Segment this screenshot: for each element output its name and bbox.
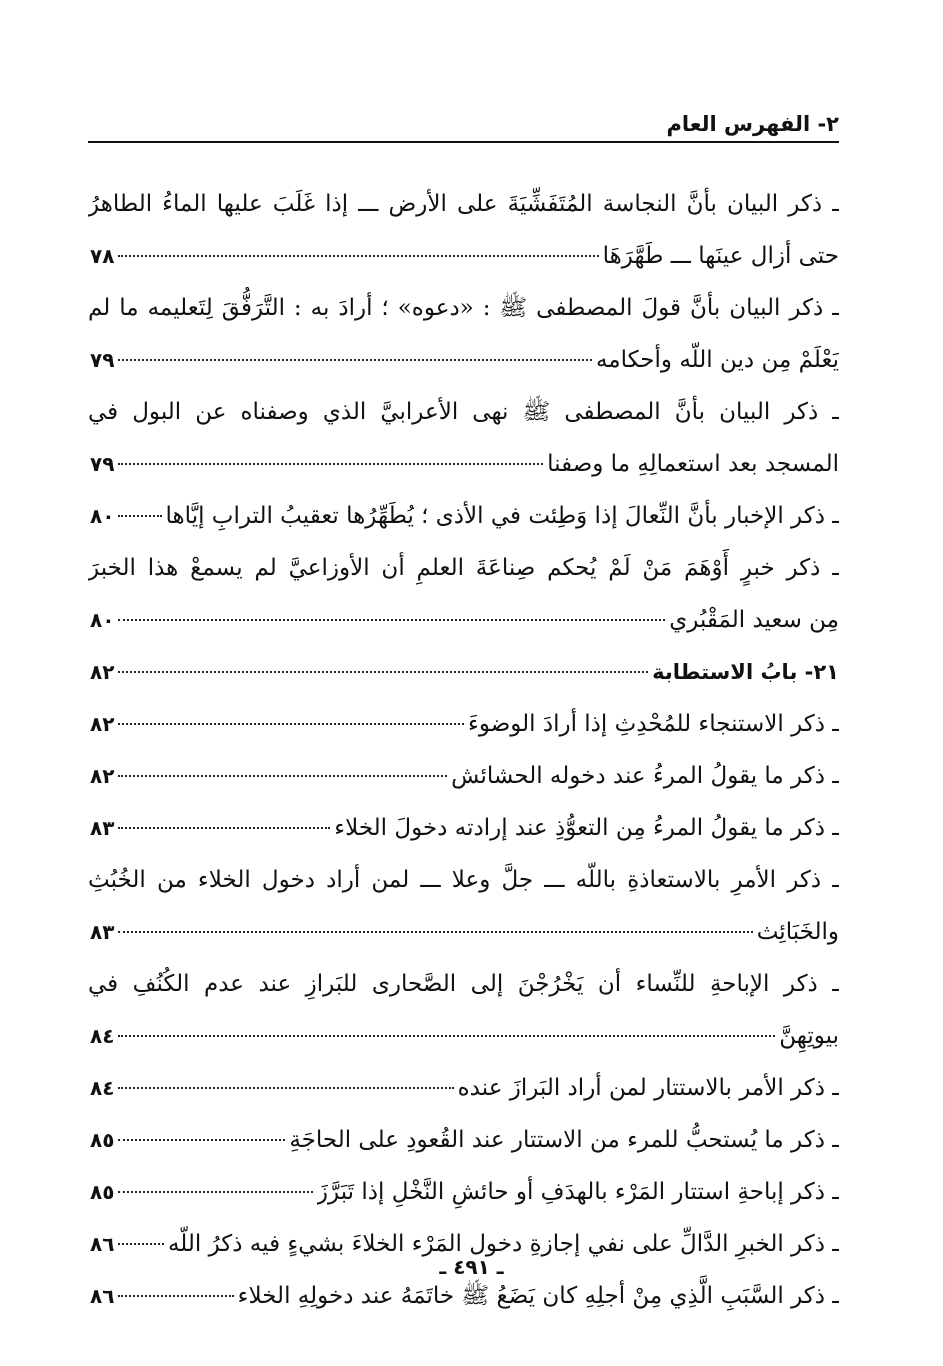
toc-entry: [88, 802, 839, 854]
toc-page-number: ٨٢: [90, 764, 115, 788]
toc-page-number: ٨٤: [90, 1024, 115, 1048]
dot-leader: [118, 1139, 285, 1141]
toc-page-number: ٨٠: [90, 504, 115, 528]
dot-leader: [118, 1035, 775, 1037]
toc-entry-text: المسجد بعد استعمالِهِ ما وصفنا: [547, 451, 839, 477]
toc-entry-line: ـ ذكر الإباحةِ للنِّساء أن يَخْرُجْنَ إلى الصَّحارى للبَرازِ عند عدم الكُنُفِ في: [88, 971, 839, 997]
toc-entry-text: يَعْلَمْ مِن دين اللّه وأحكامه: [595, 347, 839, 373]
toc-entry: [88, 1062, 839, 1114]
toc-page-number: ٨٣: [90, 816, 115, 840]
toc-entry-text: بيوتِهِنَّ: [779, 1023, 839, 1049]
toc-entry-text: ـ ذكر إباحةِ استتار المَرْء بالهدَفِ أو حائشِ النَّخْلِ إذا تَبَرَّزَ: [316, 1179, 839, 1205]
toc-entry: [88, 490, 839, 542]
toc-page-number: ٨٥: [90, 1128, 115, 1152]
toc-entry: [88, 230, 839, 282]
toc-entry-text: ٢١- بابُ الاستطابة: [652, 660, 839, 684]
toc-entry-line: ـ ذكر البيان بأنَّ المصطفى ﷺ نهى الأعرابيَّ الذي وصفناه عن البول في: [88, 399, 839, 425]
toc-page-number: ٨٢: [90, 712, 115, 736]
dot-leader: [118, 775, 447, 777]
toc-entry-line: ـ ذكر البيان بأنَّ قولَ المصطفى ﷺ : «دعوه» ؛ أرادَ به : التَّرَفُّقَ لِتَعليمه ما لم: [88, 295, 839, 321]
toc-entry: [88, 594, 839, 646]
toc-page-number: ٨٤: [90, 1076, 115, 1100]
toc-entry: [88, 1166, 839, 1218]
toc-page-number: ٨٦: [90, 1232, 115, 1256]
toc-page-number: ٨٢: [90, 660, 115, 684]
dot-leader: [118, 1087, 453, 1089]
toc-entry: [88, 334, 839, 386]
toc-entry-text: مِن سعيد المَقْبُري: [669, 607, 839, 633]
toc-entry: [88, 1114, 839, 1166]
toc-entry-text: والخَبَائِث: [756, 919, 839, 945]
table-of-contents: [88, 178, 839, 1322]
dot-leader: [118, 723, 464, 725]
dot-leader: [118, 255, 598, 257]
dot-leader: [118, 1243, 164, 1245]
dot-leader: [118, 827, 330, 829]
dot-leader: [118, 1295, 233, 1297]
toc-page-number: ٨٥: [90, 1180, 115, 1204]
toc-entry-text: ـ ذكر الأمر بالاستتار لمن أراد البَرازَ عنده: [457, 1075, 839, 1101]
toc-entry: [88, 698, 839, 750]
toc-entry-text: ـ ذكر الخبرِ الدَّالِّ على نفي إجازةِ دخول المَرْء الخلاءَ بشيءٍ فيه ذكرُ اللّه: [167, 1231, 839, 1257]
toc-entry: [88, 750, 839, 802]
toc-entry: [88, 1010, 839, 1062]
dot-leader: [118, 671, 648, 673]
toc-entry-line: ـ ذكر خبرٍ أَوْهَمَ مَنْ لَمْ يُحكم صِناعَةَ العلمِ أن الأوزاعيَّ لم يسمعْ هذا الخبرَ: [88, 555, 839, 581]
page-number: ـ ٤٩١ ـ: [439, 1255, 504, 1279]
toc-entry-text: ـ ذكر السَّبَبِ الَّذِي مِنْ أجلِهِ كان يَضَعُ ﷺ خاتَمَهُ عند دخولِهِ الخلاء: [237, 1283, 839, 1309]
toc-entry-line: ـ ذكر الأمرِ بالاستعاذةِ باللّه ـــ جلَّ وعلا ـــ لمن أراد دخول الخلاء من الخُبُثِ: [88, 867, 839, 893]
dot-leader: [118, 1191, 312, 1193]
header-rule: [88, 141, 839, 143]
dot-leader: [118, 463, 543, 465]
toc-entry: [88, 438, 839, 490]
toc-page-number: ٧٩: [90, 348, 115, 372]
dot-leader: [118, 619, 665, 621]
toc-page-number: ٨٠: [90, 608, 115, 632]
toc-entry: [88, 906, 839, 958]
toc-entry-text: ـ ذكر ما يُستحبُّ للمرء من الاستتار عند القُعودِ على الحاجَةِ: [289, 1127, 839, 1153]
toc-entry-text: ـ ذكر ما يقولُ المرءُ مِن التعوُّذِ عند إرادته دخولَ الخلاء: [334, 815, 839, 841]
toc-page-number: ٨٣: [90, 920, 115, 944]
dot-leader: [118, 515, 161, 517]
toc-entry-text: ـ ذكر الإخبار بأنَّ النِّعالَ إذا وَطِئت في الأذى ؛ يُطَهِّرُها تعقيبُ الترابِ إيَّاها: [165, 503, 839, 529]
toc-section-heading: [88, 646, 839, 698]
toc-page-number: ٨٦: [90, 1284, 115, 1308]
running-header: ٢- الفهرس العام: [666, 112, 839, 136]
dot-leader: [118, 931, 752, 933]
dot-leader: [118, 359, 592, 361]
toc-entry-text: ـ ذكر الاستنجاء للمُحْدِثِ إذا أرادَ الوضوءَ: [468, 711, 839, 737]
toc-entry-line: ـ ذكر البيان بأنَّ النجاسة المُتَفَشِّيَةَ على الأرض ـــ إذا غَلَبَ عليها الماءُ الطاهرُ: [88, 191, 839, 217]
toc-page-number: ٧٩: [90, 452, 115, 476]
toc-page-number: ٧٨: [90, 244, 115, 268]
toc-entry-text: حتى أزال عينَها ـــ طَهَّرَهَا: [602, 243, 839, 269]
toc-entry-text: ـ ذكر ما يقولُ المرءُ عند دخوله الحشائش: [451, 763, 839, 789]
